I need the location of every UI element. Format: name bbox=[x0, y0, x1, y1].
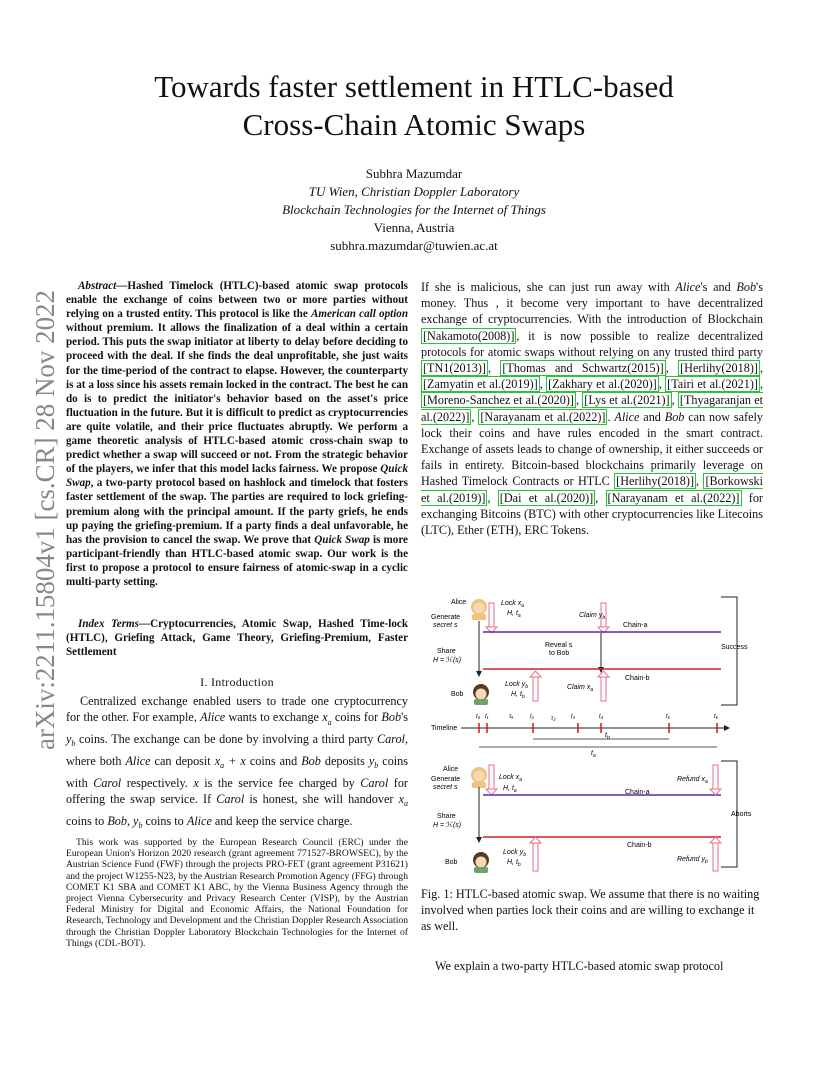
lock-yb-label-b2: H, $t_b$ bbox=[507, 859, 521, 868]
bob-avatar-2 bbox=[473, 852, 489, 873]
bob-label: Bob bbox=[451, 691, 464, 698]
author-affiliation-1: TU Wien, Christian Doppler Laboratory bbox=[308, 184, 520, 199]
citation-link[interactable]: [Borkowski et al.(2019)] bbox=[421, 474, 763, 505]
svg-text:t₂: t₂ bbox=[530, 714, 534, 720]
author-block bbox=[0, 165, 828, 255]
intro-paragraph: Centralized exchange enabled users to trade one cryptocurrency for the other. For example, Alice wants to exchange $x_a$ coins for Bob's $y_b$ coins. The exchange can be done by involving a third party Carol, where both Alice can deposit $x_a + x$ coins and Bob deposits $y_b$ coins with Carol respectively. x is the service fee charged by Carol for offering the swap service. If Carol is honest, she will handover $x_a$ coins to Bob, $y_b$ coins to Alice and keep the service charge. bbox=[66, 694, 409, 830]
figure-caption: Fig. 1: HTLC-based atomic swap. We assume that there is no waiting involved when parties lock their coins and are willing to exchange it as well. bbox=[421, 887, 760, 934]
timeline-ticks bbox=[476, 714, 719, 722]
citation-link[interactable]: [TN1(2013)] bbox=[423, 361, 486, 376]
citation-link[interactable]: [Herlihy(2018)] bbox=[680, 361, 758, 376]
author-location: Vienna, Austria bbox=[373, 220, 455, 235]
alice-label: Alice bbox=[451, 599, 467, 606]
arxiv-stamp-text: arXiv:2211.15804v1 [cs.CR] 28 Nov 2022 bbox=[30, 289, 60, 750]
aborts-label: Aborts bbox=[731, 811, 752, 818]
abstract-label: Abstract bbox=[78, 280, 117, 292]
index-terms bbox=[66, 617, 408, 659]
reveal-label-2: to Bob bbox=[549, 650, 570, 657]
citation-link[interactable]: [Zakhary et al.(2020)] bbox=[548, 377, 657, 392]
lock-xa-label-b: Lock $x_a$ bbox=[499, 774, 523, 783]
lock-xa-label: Lock $x_a$ bbox=[501, 600, 525, 609]
generate-secret-label-4: secret s bbox=[433, 784, 458, 791]
alice-avatar-2 bbox=[471, 767, 487, 788]
author-email: subhra.mazumdar@tuwien.ac.at bbox=[330, 238, 498, 253]
refund-yb-label: Refund $y_b$ bbox=[677, 856, 708, 865]
bob-avatar bbox=[473, 684, 489, 705]
title-line-1: Towards faster settlement in HTLC-based bbox=[154, 69, 674, 104]
alice-label-2: Alice bbox=[443, 766, 459, 773]
share-label-2: Share bbox=[437, 813, 456, 820]
lock-xa-label-b2: H, $t_a$ bbox=[503, 785, 517, 794]
citation-link[interactable]: [Dai et al.(2020)] bbox=[499, 490, 594, 505]
svg-text:t₅: t₅ bbox=[666, 714, 671, 720]
citation-link[interactable]: [Lys et al.(2021)] bbox=[584, 393, 670, 408]
generate-secret-label-3: Generate bbox=[431, 776, 461, 783]
abstract-em-a: American call option bbox=[310, 308, 408, 321]
reveal-label: Reveal s bbox=[545, 642, 573, 649]
paper-title bbox=[0, 68, 828, 144]
chain-b-label: Chain-b bbox=[625, 675, 650, 682]
success-label: Success bbox=[721, 644, 748, 651]
share-h-label-2: H = ℋ(s) bbox=[433, 822, 462, 829]
svg-text:t₆: t₆ bbox=[714, 714, 719, 720]
svg-text:τ₂: τ₂ bbox=[551, 716, 556, 722]
abstract bbox=[66, 279, 408, 589]
citation-link[interactable]: [Moreno-Sanchez et al.(2020)] bbox=[423, 393, 574, 408]
refund-xa-label: Refund $x_a$ bbox=[677, 776, 708, 785]
footnote: This work was supported by the European Research Council (ERC) under the European Union's Horizon 2020 research (grant agreement 771527-BROWSEC), by the Austrian Science Fund (FWF) through the projects PRO-FET (grant agreement P31621) and the project W1255-N23, by the Austrian Research Promotion Agency (FFG) through COMET K1 SBA and COMET K1 ABC, by the Vienna Business Agency through the project Vienna Cybersecurity and Privacy Research Center (VISP), by the Austrian Federal Ministry for Digital and Economic Affairs, the National Foundation for Research, Technology and Development and the Christian Doppler Research Association through the Christian Doppler Laboratory Blockchain Technologies for the Internet of Things (CDL-BOT). bbox=[66, 837, 408, 949]
svg-text:τₐ: τₐ bbox=[509, 714, 514, 720]
title-line-2: Cross-Chain Atomic Swaps bbox=[242, 107, 586, 142]
span-tb-label: $t_b$ bbox=[605, 732, 610, 741]
svg-text:t₀: t₀ bbox=[476, 714, 481, 720]
section-heading: I. Introduction bbox=[200, 675, 274, 689]
citation-link[interactable]: [Zamyatin et al.(2019)] bbox=[423, 377, 538, 392]
generate-secret-label: Generate bbox=[431, 614, 461, 621]
claim-yb-label: Claim $y_b$ bbox=[579, 612, 606, 621]
lock-yb-label: Lock $y_b$ bbox=[505, 681, 529, 690]
lock-yb-label-b: Lock $y_b$ bbox=[503, 849, 527, 858]
citation-link[interactable]: [Herlihy(2018)] bbox=[616, 474, 695, 489]
timeline-label: Timeline bbox=[431, 725, 458, 732]
svg-text:t₃: t₃ bbox=[571, 714, 576, 720]
svg-text:t₄: t₄ bbox=[599, 714, 604, 720]
abstract-em-c: Quick Swap bbox=[314, 533, 370, 546]
arxiv-stamp bbox=[10, 280, 70, 760]
index-terms-label: Index Terms bbox=[78, 618, 139, 630]
bob-label-2: Bob bbox=[445, 859, 458, 866]
index-terms-text: —Cryptocurrencies, Atomic Swap, Hashed Time-lock (HTLC), Griefing Attack, Game Theory, Griefing-Premium, Faster Settlement bbox=[66, 618, 408, 659]
chain-a-label-2: Chain-a bbox=[625, 789, 650, 796]
chain-a-label: Chain-a bbox=[623, 622, 648, 629]
citation-link[interactable]: [Narayanam et al.(2022)] bbox=[607, 490, 740, 505]
htlc-swap-figure bbox=[421, 585, 766, 885]
citation-link[interactable]: [Thomas and Schwartz(2015)] bbox=[502, 361, 664, 376]
author-name: Subhra Mazumdar bbox=[365, 166, 463, 181]
span-ta-label: $t_a$ bbox=[591, 750, 596, 759]
author-affiliation-2: Blockchain Technologies for the Internet of Things bbox=[282, 202, 546, 217]
claim-xa-label: Claim $x_a$ bbox=[567, 684, 594, 693]
abstract-text-c: , a two-party protocol based on hashlock and timelock that fosters faster settlement of the swap. The parties are required to lock griefing-premium along with the principal amount. If the party griefs, he ends up paying the griefing-premium. If a party finds a deal unfavorable, he has the provision to cancel the swap. We prove that bbox=[66, 477, 408, 546]
abstract-em-b: Quick Swap bbox=[66, 463, 408, 490]
lock-yb-label-2: H, $t_b$ bbox=[511, 691, 525, 700]
lock-xa-label-2: H, $t_a$ bbox=[507, 610, 521, 619]
abstract-text-b: without premium. It allows the finalization of a deal within a certain period. This puts the swap initiator at liberty to delay before deciding to proceed with the deal. If she finds the deal unprofitable, she just waits for the time-period of the contract to elapse. However, the counterparty is at a loss since his assets remain locked in the contract. The best he can do is to predict the initiator's behavior based on the asset's price fluctuation in the future. But it is difficult to predict as cryptocurrencies are quite volatile, and their price fluctuates abruptly. We perform a game theoretic analysis of HTLC-based atomic cross-chain swap to predict whether a swap will succeed or not. From the strategic behavior of the players, we infer that this model lacks fairness. We propose bbox=[66, 322, 408, 476]
citation-link[interactable]: [Narayanam et al.(2022)] bbox=[480, 409, 606, 424]
citation-link[interactable]: [Nakamoto(2008)] bbox=[423, 328, 515, 343]
paragraph-start: We explain a two-party HTLC-based atomic swap protocol bbox=[435, 959, 724, 973]
svg-text:t₁: t₁ bbox=[485, 714, 489, 720]
chain-b-label-2: Chain-b bbox=[627, 842, 652, 849]
alice-avatar bbox=[471, 599, 487, 620]
citation-link[interactable]: [Thyagaranjan et al.(2022)] bbox=[421, 393, 764, 424]
citation-link[interactable]: [Tairi et al.(2021)] bbox=[667, 377, 758, 392]
abstract-text-a: —Hashed Timelock (HTLC)-based atomic swap protocols enable the exchange of coins between two or more parties without relying on a trusted entity. This protocol is like the bbox=[66, 280, 408, 321]
abstract-text-d: is more participant-friendly than HTLC-based atomic swap. Our work is the first to propose a protocol to ensure fairness of atomic-swap in a cyclic multi-party setting. bbox=[66, 533, 408, 588]
share-h-label: H = ℋ(s) bbox=[433, 657, 462, 664]
right-column-text: If she is malicious, she can just run away with Alice's and Bob's money. Thus , it become very important to have decentralized exchange of cryptocurrencies. With the introduction of Blockchain [Nakamoto(2008)] , it is now possible to realize decentralized protocols for atomic swaps without relying on any trusted third party [TN1(2013)] , [Thomas and Schwartz(2015)] , [Herlihy(2018)] , [Zamyatin et al.(2019)] , [Zakhary et al.(2020)] , [Tairi et al.(2021)] , [Moreno-Sanchez et al.(2020)] , [Lys et al.(2021)] , [Thyagaranjan et al.(2022)] , [Narayanam et al.(2022)] . Alice and Bob can now safely lock their coins and have rules encoded in the smart contract. Exchange of assets leads to change of ownership, it either succeeds or fails in entirety. Bitcoin-based blockchains primarily leverage on Hashed Timelock Contracts or HTLC [Herlihy(2018)] , [Borkowski et al.(2019)] , [Dai et al.(2020)] , [Narayanam et al.(2022)] for exchanging Bitcoins (BTC) with other cryptocurrencies like Litecoins (LTC), Ether (ETH), ERC Tokens. bbox=[421, 280, 764, 538]
share-label: Share bbox=[437, 648, 456, 655]
generate-secret-label-2: secret s bbox=[433, 622, 458, 629]
